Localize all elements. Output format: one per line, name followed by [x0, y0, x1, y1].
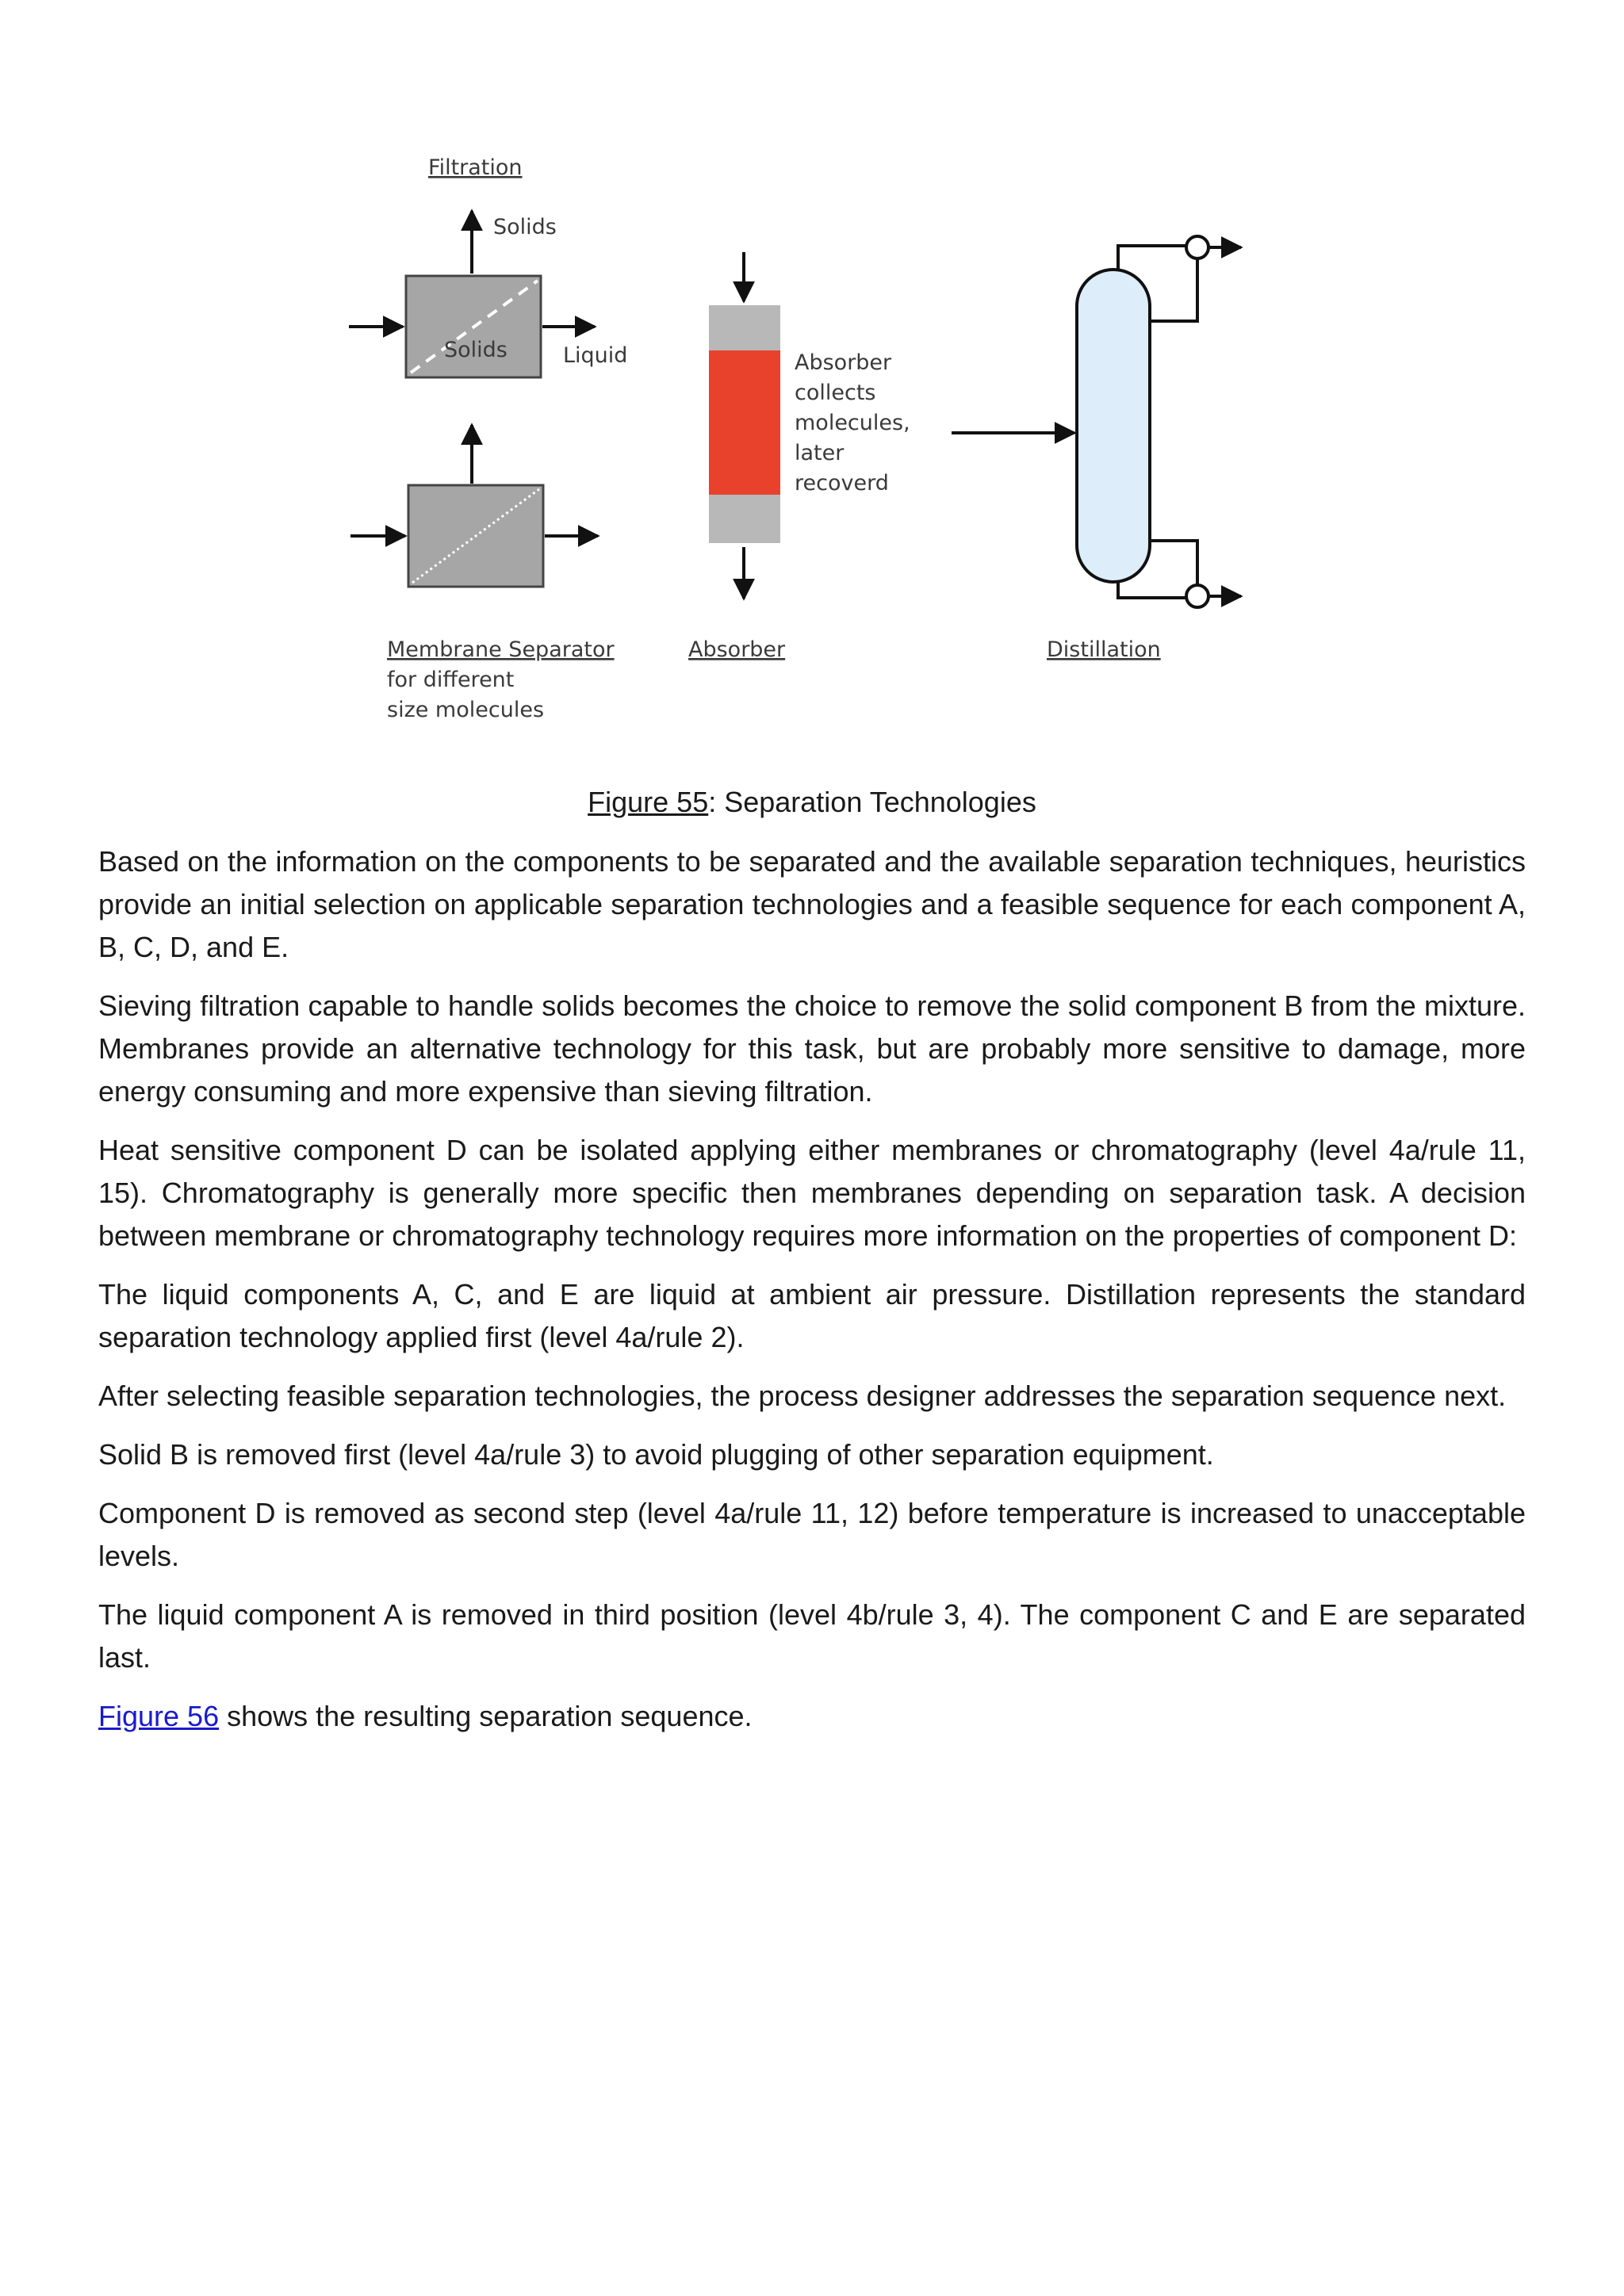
paragraph: Heat sensitive component D can be isolated applying either membranes or chromatography (level 4a/rule 11, 15). Chromatography is generally more specific then membranes depending on separation task. A decision between membrane or chromatography technology requires more information on the properties of component D:	[98, 1134, 1526, 1252]
membrane-label-line2: for different	[387, 668, 515, 692]
distillation-diagram	[952, 236, 1241, 662]
paragraph: Sieving filtration capable to handle solids becomes the choice to remove the solid component B from the mixture. Membranes provide an alternative technology for this task, but are probably more sensitive to damage, more energy consuming and more expensive than sieving filtration.	[98, 989, 1526, 1108]
absorber-label: Absorber	[688, 637, 786, 662]
distillation-label: Distillation	[1047, 637, 1161, 662]
membrane-label-line3: size molecules	[387, 698, 545, 722]
paragraph: The liquid components A, C, and E are liquid at ambient air pressure. Distillation represents the standard separation technology applied first (level 4a/rule 2).	[98, 1278, 1526, 1353]
paragraph: Based on the information on the components to be separated and the available separation techniques, heuristics provide an initial selection on applicable separation technologies and a feasible sequence for each component A, B, C, D, and E.	[98, 845, 1526, 963]
separation-technologies-figure	[333, 143, 1285, 753]
absorber-bed	[709, 350, 780, 495]
absorber-note-line1: Absorber	[795, 350, 892, 375]
membrane-diagram	[350, 425, 615, 722]
absorber-diagram	[688, 252, 910, 662]
paragraph: Component D is removed as second step (level 4a/rule 11, 12) before temperature is increased to unacceptable levels.	[98, 1497, 1526, 1572]
figure-caption	[0, 785, 1624, 820]
absorber-note-line5: recoverd	[795, 471, 889, 496]
body-text	[98, 840, 1526, 1754]
membrane-label-line1: Membrane Separator	[387, 637, 615, 662]
filtration-diagram	[333, 143, 627, 377]
filtration-label: Filtration	[428, 155, 523, 180]
figure-55-ref: Figure 55	[588, 786, 709, 818]
absorber-note-line3: molecules,	[795, 411, 910, 435]
distillation-column	[1077, 270, 1150, 582]
absorber-note-line2: collects	[795, 381, 876, 405]
liquid-label: Liquid	[563, 343, 628, 368]
paragraph: The liquid component A is removed in third position (level 4b/rule 3, 4). The component C and E are separated last.	[98, 1598, 1526, 1674]
absorber-note-line4: later	[795, 441, 845, 465]
figure-56-link[interactable]: Figure 56	[98, 1700, 220, 1732]
solids-top-label: Solids	[493, 215, 557, 239]
solids-inside-label: Solids	[444, 338, 508, 362]
last-paragraph-text: shows the resulting separation sequence.	[219, 1700, 753, 1732]
condenser-icon	[1186, 236, 1208, 258]
paragraph: After selecting feasible separation technologies, the process designer addresses the separation sequence next.	[98, 1380, 1507, 1412]
reboiler-icon	[1186, 585, 1208, 607]
last-paragraph	[98, 1695, 1526, 1738]
caption-text: : Separation Technologies	[708, 786, 1036, 818]
paragraph: Solid B is removed first (level 4a/rule 3) to avoid plugging of other separation equipment.	[98, 1438, 1214, 1471]
